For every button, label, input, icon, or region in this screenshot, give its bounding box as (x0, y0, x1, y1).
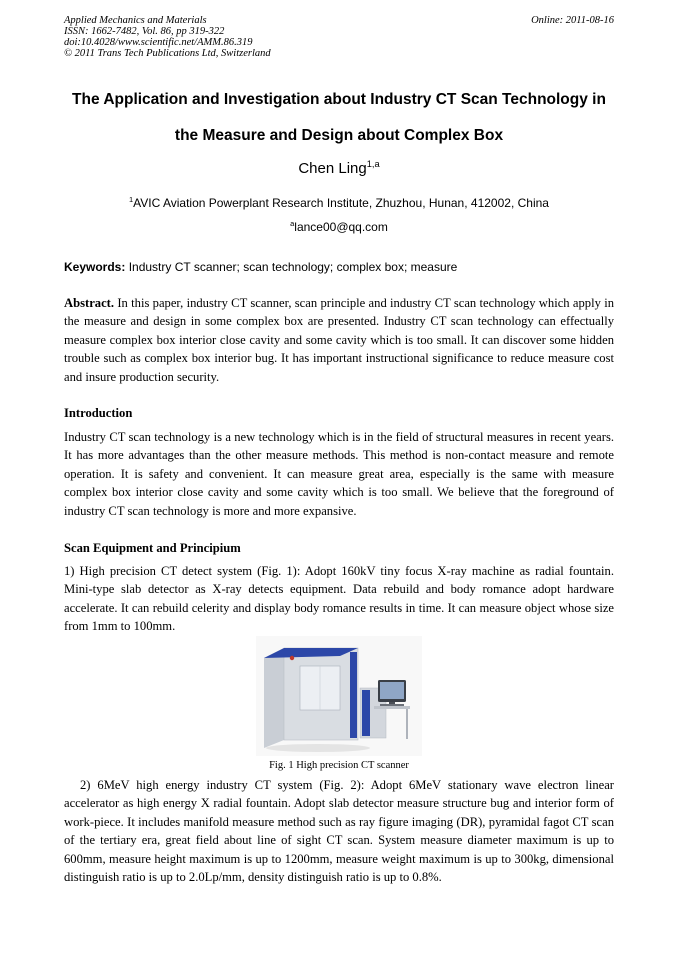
keywords-text: Industry CT scanner; scan technology; complex box; measure (128, 260, 458, 274)
author-email (0, 220, 678, 234)
abstract (64, 294, 614, 386)
author (0, 160, 678, 177)
introduction-text: Industry CT scan technology is a new technology which is in the field of structural measures in recent years. It has more advantages than the other measure methods. This method is non-contact measure and remote operation. It is safety and convenient. It can measure great area, especially is the same with measure complex box interior close cavity and some cavity which is too small. We believe that the foreground of industry CT scan technology is more and more expansive. (64, 430, 614, 518)
scan-equipment-para-2: 2) 6MeV high energy industry CT system (Fig. 2): Adopt 6MeV stationary wave electron linear accelerator as high energy X radial fountain. Adopt slab detector measure structure bug and interior form of work-piece. It includes manifold measure method such as ray figure imaging (DR), pyramidal fagot CT scan of the tertiary era, great field about line of sight CT scan. System measure diameter maximum is up to 600mm, measure height maximum is up to 1200mm, measure weight maximum is up to 300kg, dimensional distinguish ratio is up to 2.0Lp/mm, density distinguish ratio is up to 0.8%. (64, 778, 614, 885)
journal-issn: ISSN: 1662-7482, Vol. 86, pp 319-322 (64, 26, 225, 37)
figure-1-caption: Fig. 1 High precision CT scanner (269, 760, 409, 771)
keywords (64, 260, 457, 274)
scan-equipment-heading: Scan Equipment and Principium (64, 541, 241, 555)
affiliation-text: AVIC Aviation Powerplant Research Institute, Zhuzhou, Hunan, 412002, China (133, 196, 549, 210)
affiliation (0, 196, 678, 210)
abstract-text: In this paper, industry CT scanner, scan principle and industry CT scan technology which apply in the measure and design in some complex box are presented. Industry CT scan technology can effectually measure complex box interior close cavity and some cavity which is too small. It can discover some hidden trouble such as complex box interior bug. It has important instructional significance to reduce measure cost and insure production security. (64, 296, 614, 384)
email-sup: a (290, 219, 295, 228)
paper-title-line-1: The Application and Investigation about Industry CT Scan Technology in (72, 91, 606, 108)
email-text[interactable]: lance00@qq.com (294, 220, 388, 234)
author-sup: 1,a (366, 159, 380, 169)
journal-copyright: © 2011 Trans Tech Publications Ltd, Switzerland (64, 48, 271, 59)
paper-title-line-2: the Measure and Design about Complex Box (174, 127, 504, 144)
abstract-label: Abstract. (64, 296, 115, 310)
figure-ct-scanner (256, 636, 422, 756)
scan-equipment-para-1: 1) High precision CT detect system (Fig. 1): Adopt 160kV tiny focus X-ray machine as radial fountain. Mini-type slab detector as X-ray detects equipment. Data rebuild and body romance adopt hardware accelerate. It can rebuild celerity and display body romance results in time. It can measure object whose size from 1mm to 100mm. (64, 564, 614, 634)
journal-header (64, 15, 271, 59)
introduction-heading: Introduction (64, 406, 133, 420)
affiliation-sup: 1 (129, 195, 134, 204)
journal-name: Applied Mechanics and Materials (64, 15, 207, 26)
ct-scanner-illustration (256, 636, 422, 756)
author-name: Chen Ling (298, 160, 367, 177)
keywords-label: Keywords: (64, 260, 126, 274)
monitor-screen (380, 682, 404, 699)
journal-doi[interactable]: doi:10.4028/www.scientific.net/AMM.86.319 (64, 37, 253, 48)
online-date: Online: 2011-08-16 (531, 15, 614, 26)
